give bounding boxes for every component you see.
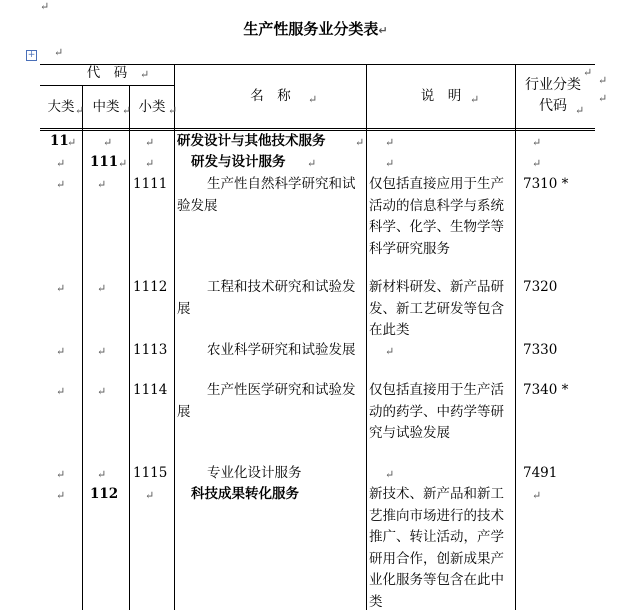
pm: ↵: [145, 489, 155, 502]
row-7-code: 7491: [523, 465, 558, 481]
pm: ↵: [67, 136, 77, 149]
col-line-2: [129, 85, 130, 610]
header-major: 大类: [47, 99, 75, 115]
pm: ↵: [145, 157, 155, 170]
row-7-minor: 1115: [133, 465, 168, 481]
header-desc: 说 明: [420, 88, 462, 104]
pm: ↵: [385, 345, 395, 358]
row-8-middle: 112: [90, 486, 119, 502]
pm: ↵: [140, 68, 150, 81]
title-text: 生产性服务业分类表: [243, 20, 379, 38]
pm: ↵: [532, 136, 542, 149]
header-industry-code: 行业分类代码: [525, 77, 581, 114]
row-2-middle: 111: [90, 154, 119, 170]
row-6-desc: 仅包括直接用于生产活动的药学、中药学等研究与试验发展: [369, 382, 504, 441]
pm: ↵: [103, 136, 113, 149]
col-line-4: [366, 64, 367, 610]
code-subheader-line: [40, 85, 174, 86]
paragraph-mark-top: ↵: [40, 0, 50, 13]
page-title: [0, 18, 631, 39]
header-code: 代 码: [86, 65, 128, 81]
pm: ↵: [97, 468, 107, 481]
header-bottom-line: [40, 128, 595, 129]
pm: ↵: [145, 136, 155, 149]
pm: ↵: [385, 468, 395, 481]
pm: ↵: [532, 489, 542, 502]
row-2-name: 研发与设计服务: [191, 154, 286, 170]
row-1-name: 研发设计与其他技术服务: [177, 133, 326, 149]
pm: ↵: [56, 282, 66, 295]
pm: ↵: [122, 104, 132, 117]
pm: ↵: [56, 489, 66, 502]
pm: ↵: [97, 345, 107, 358]
pm: ↵: [307, 157, 317, 170]
pm: ↵: [575, 104, 585, 117]
pm: ↵: [308, 93, 318, 106]
table-move-handle-icon[interactable]: +: [27, 50, 36, 60]
row-3-desc: 仅包括直接应用于生产活动的信息科学与系统科学、化学、生物学等科学研究服务: [369, 176, 504, 257]
row-7-name: 专业化设计服务: [207, 465, 302, 481]
row-3-code: 7310 *: [523, 176, 569, 192]
pm: ↵: [56, 178, 66, 191]
row-6-name: 生产性医学研究和试验发展: [177, 382, 356, 420]
paragraph-mark: ↵: [378, 24, 388, 37]
row-4-code: 7320: [523, 279, 558, 295]
pm: ↵: [118, 157, 128, 170]
col-line-5: [515, 64, 516, 610]
row-4-name: 工程和技术研究和试验发展: [177, 279, 356, 317]
row-5-name: 农业科学研究和试验发展: [207, 342, 356, 358]
row-3-name: 生产性自然科学研究和试验发展: [177, 176, 356, 214]
pm: ↵: [598, 74, 608, 87]
row-5-code: 7330: [523, 342, 558, 358]
header-name: 名 称: [250, 88, 291, 104]
pm: ↵: [385, 136, 395, 149]
pm: ↵: [532, 157, 542, 170]
pm: ↵: [583, 66, 593, 79]
row-4-minor: 1112: [133, 279, 168, 295]
pm: ↵: [385, 157, 395, 170]
pm: ↵: [598, 92, 608, 105]
row-5-minor: 1113: [133, 342, 168, 358]
pm: ↵: [56, 157, 66, 170]
pm: ↵: [355, 136, 365, 149]
pm: ↵: [56, 345, 66, 358]
col-line-3: [174, 64, 175, 610]
row-6-minor: 1114: [133, 382, 168, 398]
pm: ↵: [470, 93, 480, 106]
pm: ↵: [75, 104, 85, 117]
pm: ↵: [97, 385, 107, 398]
row-4-desc: 新材料研发、新产品研发、新工艺研发等包含在此类: [369, 279, 504, 338]
row-6-code: 7340 *: [523, 382, 569, 398]
row-1-major: 11: [50, 133, 69, 149]
col-line-1: [82, 85, 83, 610]
pm: ↵: [56, 468, 66, 481]
pm: ↵: [97, 282, 107, 295]
header-middle: 中类: [92, 99, 120, 115]
pm: ↵: [97, 178, 107, 191]
header-minor: 小类: [138, 99, 166, 115]
row-8-desc: 新技术、新产品和新工艺推向市场进行的技术推广、转让活动，产学研用合作，创新成果产业化服务等包含在此中类: [369, 486, 504, 610]
row-3-minor: 1111: [133, 176, 168, 192]
paragraph-mark-before-table: ↵: [54, 46, 64, 59]
row-8-name: 科技成果转化服务: [191, 486, 299, 502]
pm: ↵: [168, 104, 178, 117]
pm: ↵: [56, 385, 66, 398]
